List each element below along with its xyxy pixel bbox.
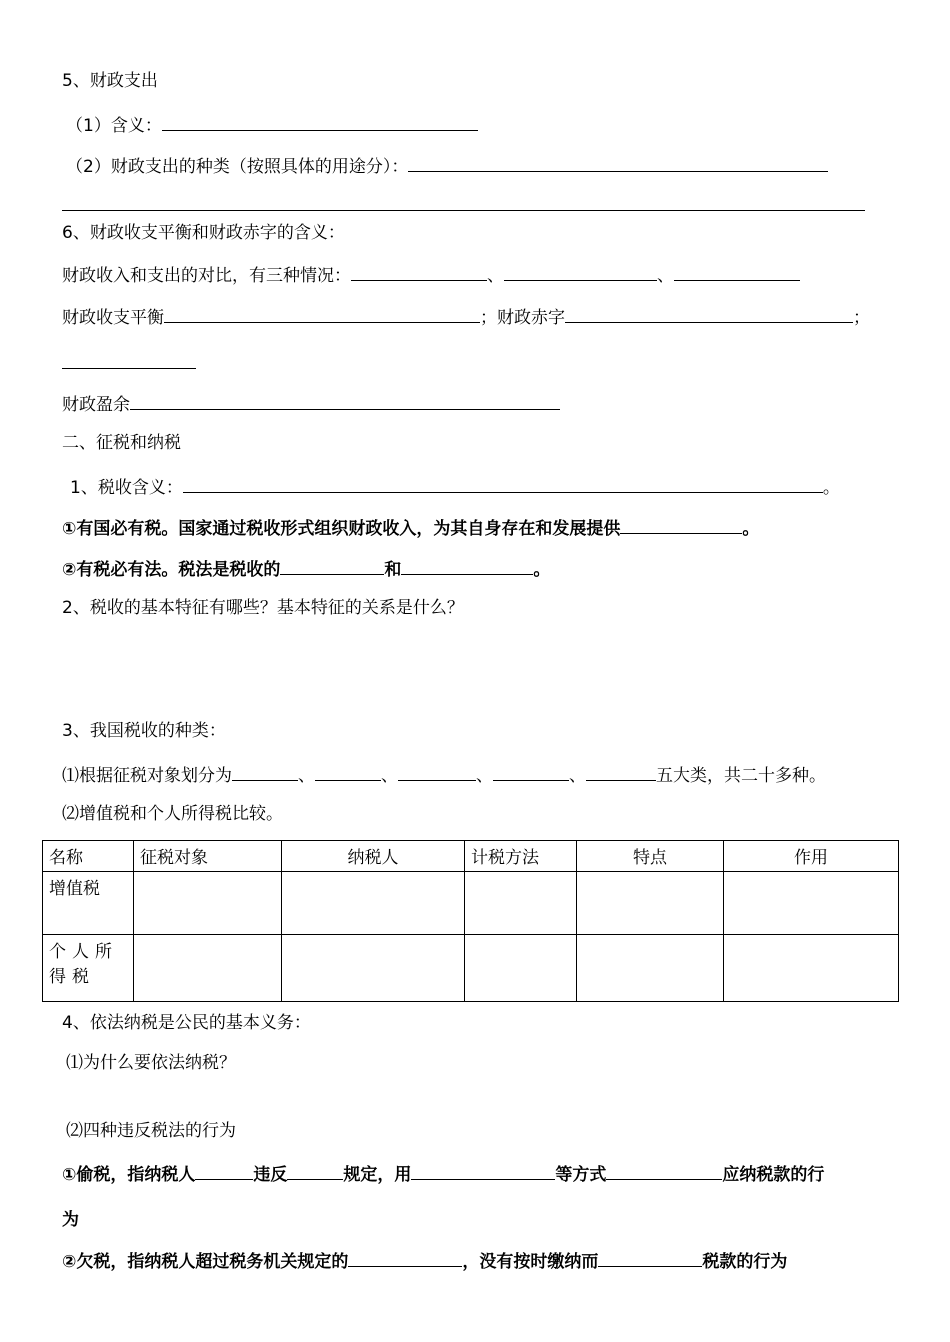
s4-a1-start: ①偷税，指纳税人 — [62, 1165, 196, 1185]
s5-q1-label: （1）含义： — [66, 116, 162, 136]
section-6-title: 6、财政收支平衡和财政赤字的含义： — [62, 223, 345, 243]
separator: 、 — [657, 266, 674, 286]
p2-p2-blank-1[interactable] — [280, 556, 384, 575]
s5-q2-line — [66, 153, 828, 178]
table-row-label-vat: 增值税 — [43, 872, 134, 935]
table-header-row — [43, 841, 899, 872]
tax-type-blank-4[interactable] — [493, 762, 569, 781]
s6-deficit-blank[interactable] — [565, 304, 853, 323]
s6-deficit-label: 财政赤字 — [497, 308, 565, 328]
table-header-taxpayer: 纳税人 — [282, 841, 465, 872]
s4-a2-start: ②欠税，指纳税人超过税务机关规定的 — [62, 1252, 349, 1272]
s6-compare-blank-3[interactable] — [674, 262, 800, 281]
p2-p2-line — [62, 556, 550, 581]
s6-compare-line — [62, 262, 800, 287]
s6-surplus-blank[interactable] — [130, 391, 560, 410]
separator: 、 — [381, 766, 398, 786]
s4-a1-blank-3[interactable] — [411, 1161, 555, 1180]
p2-t3a-line — [62, 762, 826, 787]
s4-a1-way: 等方式 — [555, 1165, 607, 1185]
table-cell[interactable] — [577, 935, 724, 1002]
s6-compare-blank-2[interactable] — [504, 262, 657, 281]
table-cell[interactable] — [724, 872, 899, 935]
semicolon: ； — [853, 308, 870, 328]
table-cell[interactable] — [465, 935, 577, 1002]
table-header-feature: 特点 — [577, 841, 724, 872]
semicolon: ； — [480, 308, 497, 328]
table-row — [43, 935, 899, 1002]
tax-type-blank-2[interactable] — [315, 762, 381, 781]
table-cell[interactable] — [577, 872, 724, 935]
table-header-role: 作用 — [724, 841, 899, 872]
p2-p1-text: ①有国必有税。国家通过税收形式组织财政收入，为其自身存在和发展提供 — [62, 519, 621, 539]
p2-t3b-text: ⑵增值税和个人所得税比较。 — [62, 804, 283, 824]
s4-a2-end: 税款的行为 — [702, 1252, 788, 1272]
table-cell[interactable] — [282, 935, 465, 1002]
s4-a2-blank-1[interactable] — [348, 1248, 462, 1267]
tax-comparison-table — [42, 840, 899, 1002]
p2-t3-title: 3、我国税收的种类： — [62, 721, 226, 741]
p2-t1-label: 1、税收含义： — [70, 478, 183, 498]
separator: 、 — [569, 766, 586, 786]
table-header-object: 征税对象 — [134, 841, 282, 872]
table-header-method: 计税方法 — [465, 841, 577, 872]
table-row — [43, 872, 899, 935]
s4-title: 4、依法纳税是公民的基本义务： — [62, 1013, 311, 1033]
table-cell[interactable] — [724, 935, 899, 1002]
tax-type-blank-3[interactable] — [398, 762, 476, 781]
s4-a1-end: 应纳税款的行 — [722, 1165, 825, 1185]
s5-q2-blank[interactable] — [408, 153, 828, 172]
s4-a1-rule: 规定，用 — [343, 1165, 412, 1185]
period: 。 — [822, 478, 840, 498]
s4-a1-blank-4[interactable] — [606, 1161, 722, 1180]
s6-deficit-blank-continued[interactable] — [62, 368, 196, 369]
section-5-title: 5、财政支出 — [62, 71, 158, 91]
separator: 、 — [487, 266, 504, 286]
period: 。 — [533, 560, 551, 580]
s4-a1-blank-2[interactable] — [287, 1161, 343, 1180]
table-header-name: 名称 — [43, 841, 134, 872]
s5-q2-blank-continued[interactable] — [62, 210, 865, 211]
s5-q1-line — [66, 112, 478, 137]
s6-compare-label: 财政收入和支出的对比，有三种情况： — [62, 266, 351, 286]
s4-q1: ⑴为什么要依法纳税？ — [66, 1053, 236, 1073]
s4-a1-blank-1[interactable] — [195, 1161, 253, 1180]
table-cell[interactable] — [134, 872, 282, 935]
tax-type-blank-1[interactable] — [232, 762, 298, 781]
p2-t1-blank[interactable] — [183, 474, 823, 493]
p2-t3a-label: ⑴根据征税对象划分为 — [62, 766, 232, 786]
part-2-title: 二、征税和纳税 — [62, 433, 181, 453]
s5-q1-blank[interactable] — [162, 112, 478, 131]
s6-balance-blank[interactable] — [164, 304, 480, 323]
s6-balance-line — [62, 304, 870, 329]
p2-p1-blank[interactable] — [620, 515, 742, 534]
s4-a1-violate: 违反 — [253, 1165, 288, 1185]
separator: 、 — [476, 766, 493, 786]
income-tax-label: 个人所得税 — [49, 942, 118, 987]
p2-p2-blank-2[interactable] — [401, 556, 533, 575]
s6-surplus-line — [62, 391, 560, 416]
s6-compare-blank-1[interactable] — [351, 262, 487, 281]
tax-type-blank-5[interactable] — [586, 762, 656, 781]
and-word: 和 — [384, 560, 402, 580]
table-row-label-income-tax — [43, 935, 134, 1002]
s6-surplus-label: 财政盈余 — [62, 395, 130, 415]
table-cell[interactable] — [134, 935, 282, 1002]
s4-q2: ⑵四种违反税法的行为 — [66, 1121, 236, 1141]
s4-a1-line — [62, 1161, 824, 1186]
p2-p1-line — [62, 515, 759, 540]
p2-t3a-end: 五大类，共二十多种。 — [656, 766, 826, 786]
s6-balance-label: 财政收支平衡 — [62, 308, 164, 328]
s4-a1-wrap: 为 — [62, 1210, 79, 1230]
p2-t2-question: 2、税收的基本特征有哪些？基本特征的关系是什么？ — [62, 598, 464, 618]
s5-q2-label: （2）财政支出的种类（按照具体的用途分）： — [66, 157, 409, 177]
s4-a2-line — [62, 1248, 787, 1273]
p2-p2-text: ②有税必有法。税法是税收的 — [62, 560, 281, 580]
s4-a2-mid: ，没有按时缴纳而 — [462, 1252, 599, 1272]
period: 。 — [742, 519, 760, 539]
separator: 、 — [298, 766, 315, 786]
table-cell[interactable] — [465, 872, 577, 935]
s4-a2-blank-2[interactable] — [598, 1248, 702, 1267]
table-cell[interactable] — [282, 872, 465, 935]
p2-t1-line — [70, 474, 840, 499]
